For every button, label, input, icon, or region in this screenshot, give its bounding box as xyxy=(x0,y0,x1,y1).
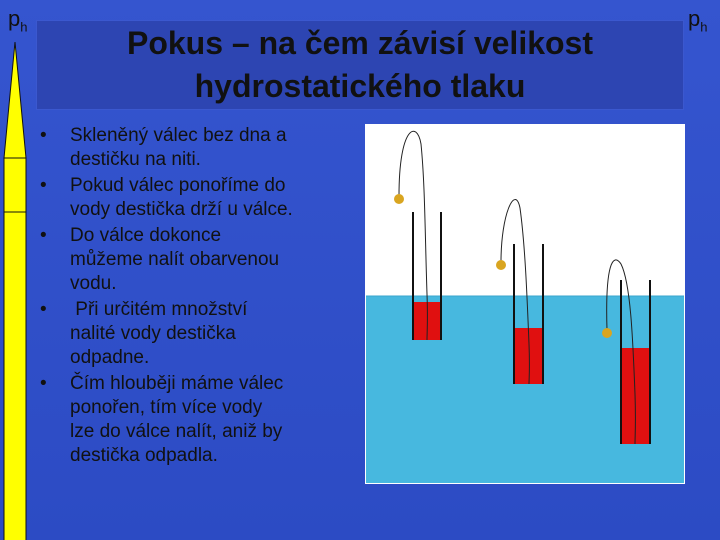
corner-label-left xyxy=(8,6,27,34)
experiment-illustration xyxy=(365,124,685,484)
pressure-arrow-head xyxy=(4,42,26,158)
cylinder-2-disc xyxy=(496,260,506,270)
bullet-dot: • xyxy=(40,125,47,146)
bullet-item: • Při určitém množství nalité vody destička odpadne. xyxy=(40,299,248,368)
bullet-dot: • xyxy=(40,175,47,196)
bullet-item: • Čím hlouběji máme válec ponořen, tím více vody lze do válce nalít, aniž by destička odpadla. xyxy=(40,373,284,466)
bullet-item: • Do válce dokonce můžeme nalít obarvenou vodu. xyxy=(40,225,280,294)
bullet-item: • Skleněný válec bez dna a destičku na niti. xyxy=(40,125,287,170)
corner-label-left-main: p xyxy=(8,6,21,31)
corner-label-right xyxy=(688,6,707,34)
cylinder-3-disc xyxy=(602,328,612,338)
pressure-arrow-bar xyxy=(0,40,30,540)
bullet-dot: • xyxy=(40,373,47,394)
bullet-list xyxy=(40,124,360,470)
corner-label-right-main: p xyxy=(688,6,701,31)
slide-title xyxy=(36,22,684,108)
bullet-dot: • xyxy=(40,225,47,246)
cylinder-1-disc xyxy=(394,194,404,204)
bullet-item: • Pokud válec ponoříme do vody destička drží u válce. xyxy=(40,175,293,220)
pressure-arrow-shaft xyxy=(4,158,26,540)
slide-title-line-1: Pokus – na čem závisí velikost xyxy=(126,25,593,61)
slide-title-line-2: hydrostatického tlaku xyxy=(194,68,526,104)
bullet-dot: • xyxy=(40,299,47,320)
corner-label-right-sub: h xyxy=(700,19,708,35)
corner-label-left-sub: h xyxy=(20,19,28,35)
